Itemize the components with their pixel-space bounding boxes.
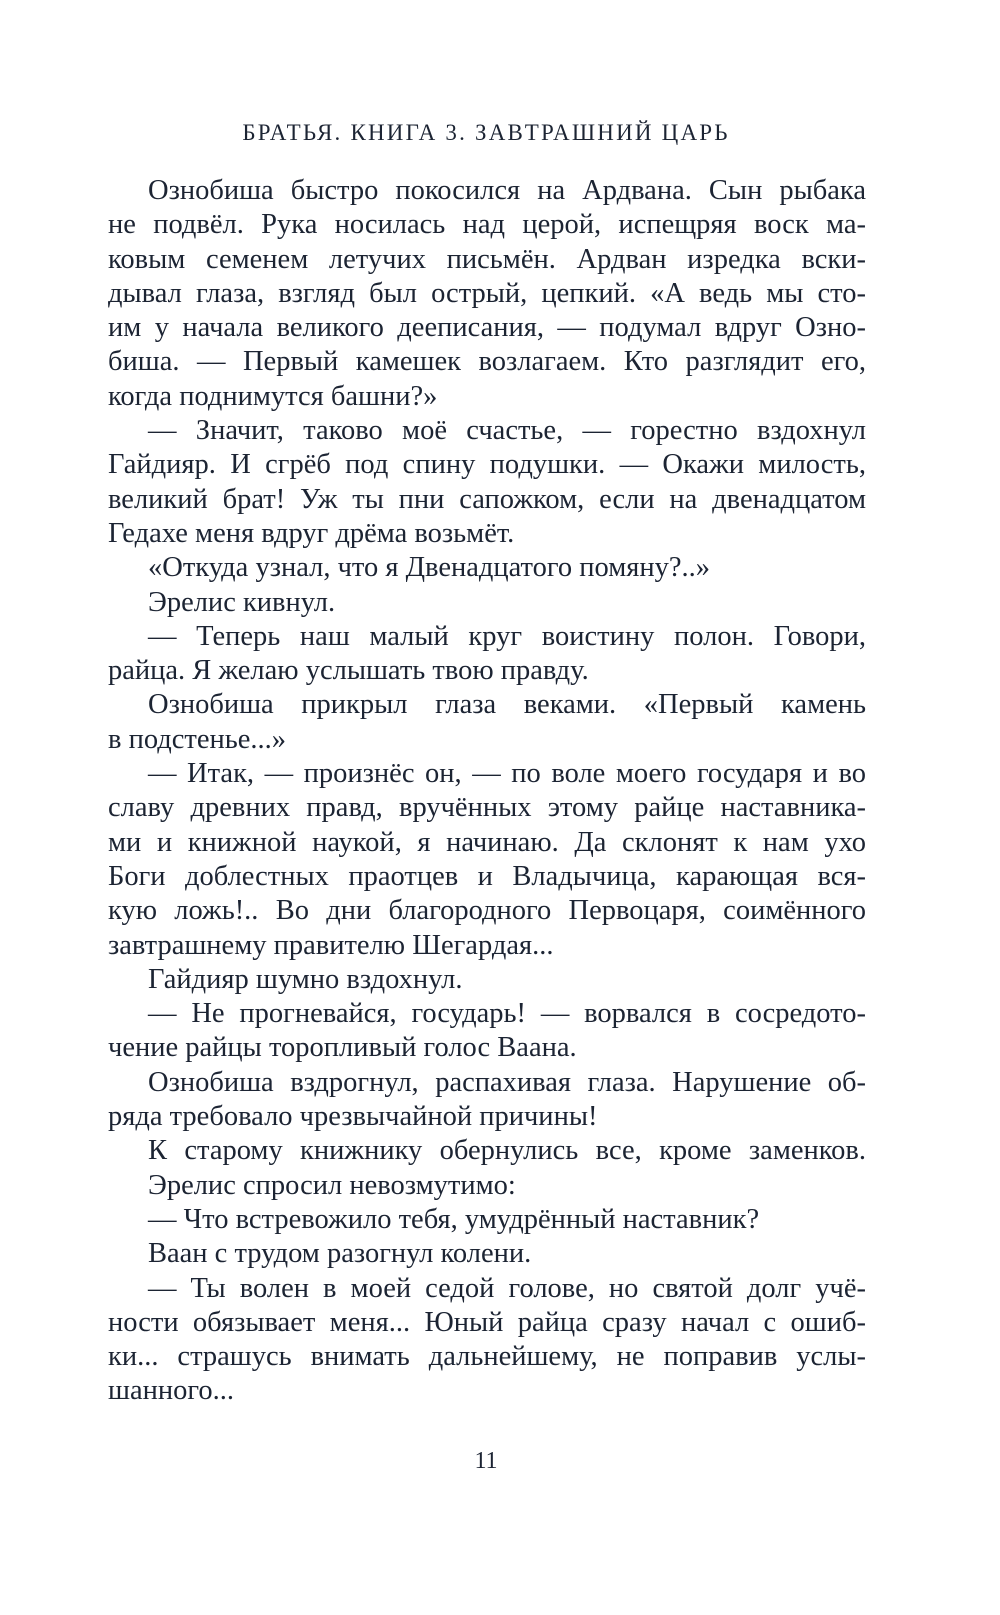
text-line: Эрелис кивнул. bbox=[148, 586, 336, 618]
text-line: когда поднимутся башни?» bbox=[108, 380, 438, 412]
text-line: — Теперь наш малый круг воистину полон. Говори, bbox=[148, 620, 866, 652]
text-line: Эрелис спросил невозмутимо: bbox=[148, 1169, 516, 1201]
text-line: великий брат! Уж ты пни сапожком, если на двенадцатом bbox=[108, 483, 866, 515]
text-line: Ознобиша прикрыл глаза веками. «Первый камень bbox=[148, 689, 866, 721]
text-line: ки... страшусь внимать дальнейшему, не поправив услы- bbox=[108, 1341, 866, 1373]
text-line: Гедахе меня вдруг дрёма возьмёт. bbox=[108, 517, 515, 549]
text-line: райца. Я желаю услышать твою правду. bbox=[108, 655, 589, 687]
text-line: «Откуда узнал, что я Двенадцатого помяну?..» bbox=[148, 552, 710, 584]
text-line: чение райцы торопливый голос Ваана. bbox=[108, 1032, 577, 1064]
text-line: кую ложь!.. Во дни благородного Первоцаря, соимённого bbox=[108, 895, 866, 927]
text-line: Ознобиша быстро покосился на Ардвана. Сын рыбака bbox=[148, 175, 866, 206]
text-line: ми и книжной наукой, я начинаю. Да склонят к нам ухо bbox=[108, 826, 866, 858]
text-line: не подвёл. Рука носилась над церой, испещряя воск ма- bbox=[108, 209, 866, 241]
text-line: завтрашнему правителю Шегардая... bbox=[108, 929, 554, 961]
text-line: шанного... bbox=[108, 1375, 234, 1407]
text-line: К старому книжнику обернулись все, кроме заменков. bbox=[148, 1135, 866, 1167]
text-line: славу древних правд, вручённых этому райце наставника- bbox=[108, 792, 866, 824]
text-line: им у начала великого дееписания, — подумал вдруг Озно- bbox=[108, 312, 866, 344]
running-head: БРАТЬЯ. КНИГА 3. ЗАВТРАШНИЙ ЦАРЬ bbox=[242, 120, 730, 145]
text-line: ковым семенем летучих письмён. Ардван изредка вски- bbox=[108, 243, 866, 275]
text-line: Ознобиша вздрогнул, распахивая глаза. Нарушение об- bbox=[148, 1066, 866, 1098]
text-line: ряда требовало чрезвычайной причины! bbox=[108, 1101, 598, 1133]
text-line: — Что встревожило тебя, умудрённый наставник? bbox=[148, 1203, 760, 1235]
text-line: — Значит, таково моё счастье, — горестно вздохнул bbox=[148, 415, 866, 447]
text-line: Боги доблестных праотцев и Владычица, карающая вся- bbox=[108, 860, 866, 892]
text-line: — Ты волен в моей седой голове, но святой долг учё- bbox=[148, 1272, 866, 1304]
text-line: Гайдияр. И сгрёб под спину подушки. — Окажи милость, bbox=[108, 449, 866, 481]
text-line: биша. — Первый камешек возлагаем. Кто разглядит его, bbox=[108, 346, 866, 378]
text-line: дывал глаза, взгляд был острый, цепкий. «А ведь мы сто- bbox=[108, 277, 866, 309]
text-line: Гайдияр шумно вздохнул. bbox=[148, 963, 463, 995]
text-line: — Итак, — произнёс он, — по воле моего государя и во bbox=[148, 758, 866, 790]
text-line: ности обязывает меня... Юный райца сразу начал с ошиб- bbox=[108, 1306, 866, 1338]
text-line: Ваан с трудом разогнул колени. bbox=[148, 1238, 532, 1270]
page-number: 11 bbox=[474, 1448, 498, 1474]
text-line: — Не прогневайся, государь! — ворвался в сосредото- bbox=[148, 998, 866, 1030]
body-text bbox=[108, 174, 866, 1409]
text-line: в подстенье...» bbox=[108, 723, 287, 755]
